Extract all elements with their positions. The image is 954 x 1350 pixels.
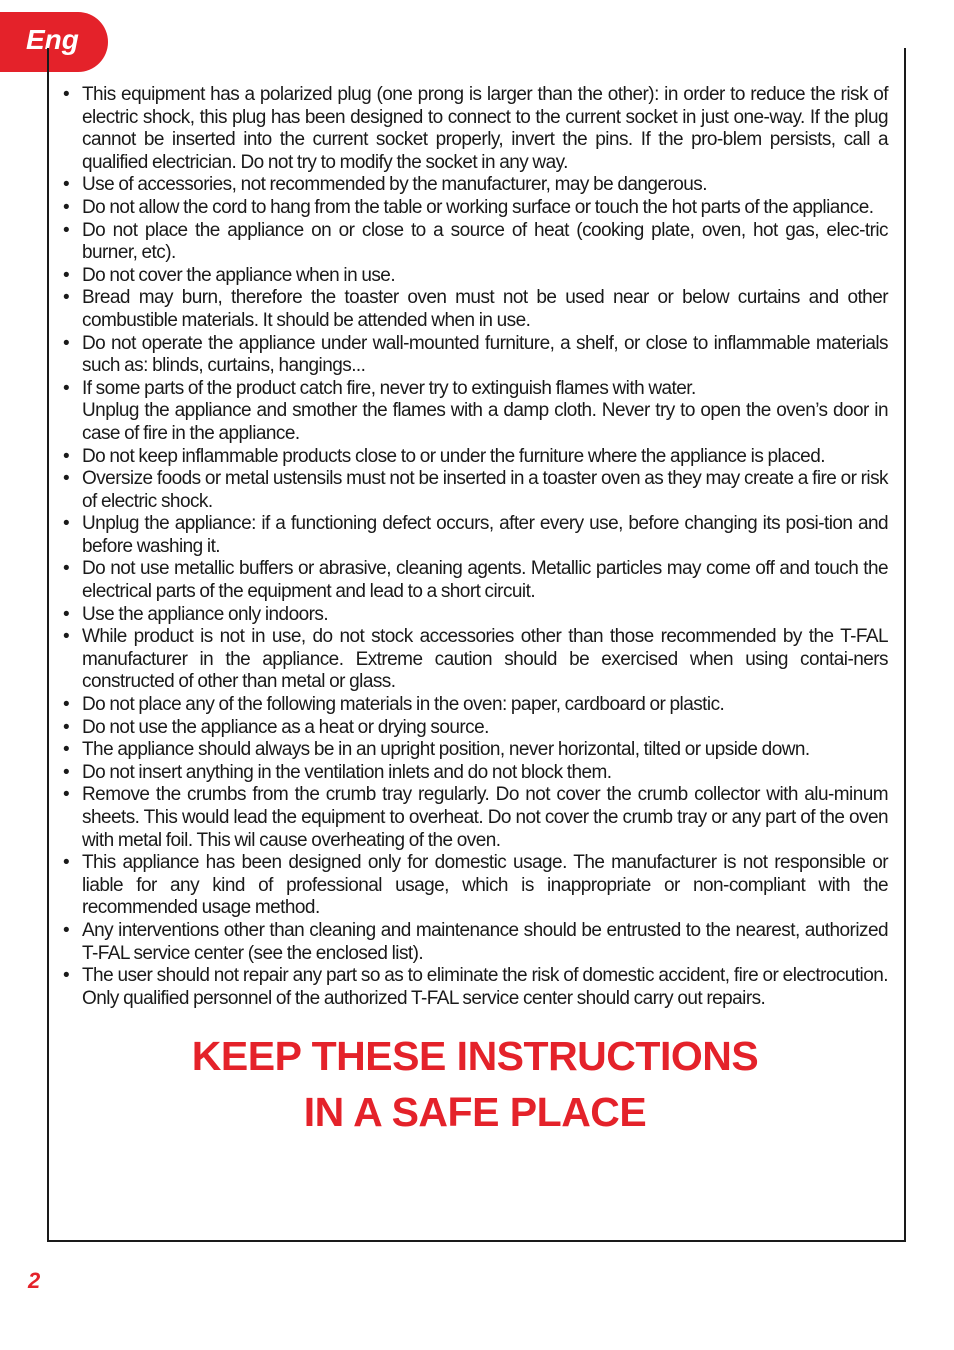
bullet-icon: • <box>63 219 70 241</box>
list-item: • Do not place the appliance on or close to a source of heat (cooking plate, oven, hot gas, elec-tric burner, etc). <box>63 219 888 264</box>
list-item: • Use the appliance only indoors. <box>63 603 329 625</box>
keep-instructions-heading <box>62 1028 888 1140</box>
page-number: 2 <box>28 1268 41 1293</box>
bullet-icon: • <box>63 558 70 580</box>
bullet-icon: • <box>63 965 70 987</box>
list-item: • Bread may burn, therefore the toaster oven must not be used near or below curtains and other combustible materials. It should be attended when in use. <box>63 287 888 331</box>
safety-instructions <box>62 84 888 1140</box>
list-item: • This equipment has a polarized plug (one prong is larger than the other): in order to reduce the risk of electric shock, this plug has been designed to connect to the current socket in just one-way. If the plug cannot be inserted into the current socket properly, invert the pins. If the pro-blem persists, call a qualified electrician. Do not try to modify the socket in any way. <box>63 84 888 173</box>
keep-heading-line-1: KEEP THESE INSTRUCTIONS <box>191 1033 759 1080</box>
list-item: • Do not use the appliance as a heat or drying source. <box>63 716 489 738</box>
list-item: • This appliance has been designed only for domestic usage. The manufacturer is not responsible or liable for any kind of professional usage, which is inappropriate or non-compliant with the recommended usage method. <box>63 852 888 919</box>
list-item: • Do not place any of the following materials in the oven: paper, cardboard or plastic. <box>63 694 725 716</box>
list-item: • The appliance should always be in an upright position, never horizontal, tilted or upside down. <box>63 739 810 761</box>
list-item: • Remove the crumbs from the crumb tray regularly. Do not cover the crumb collector with alu-minum sheets. This would lead the equipment to overheat. Do not cover the crumb tray or any part of the oven with metal foil. This wil cause overheating of the oven. <box>63 784 888 851</box>
bullet-icon: • <box>63 174 70 196</box>
bullet-icon: • <box>63 852 70 874</box>
list-item: • Do not keep inflammable products close to or under the furniture where the appliance is placed. <box>63 445 825 467</box>
keep-heading-line-2: IN A SAFE PLACE <box>303 1089 647 1136</box>
bullet-icon: • <box>63 761 70 783</box>
list-item: • If some parts of the product catch fire, never try to extinguish flames with water. Unplug the appliance and smother the flames with a damp cloth. Never try to open the oven’s door in case of fire in the appliance. <box>63 377 888 444</box>
list-item: • Do not allow the cord to hang from the table or working surface or touch the hot parts of the appliance. <box>63 196 874 218</box>
bullet-icon: • <box>63 716 70 738</box>
list-item: • Do not use metallic buffers or abrasive, cleaning agents. Metallic particles may come off and touch the electrical parts of the equipment and lead to a short circuit. <box>63 558 888 603</box>
bullet-icon: • <box>63 332 70 354</box>
bullet-icon: • <box>63 468 70 490</box>
bullet-icon: • <box>63 694 70 716</box>
bullet-icon: • <box>63 264 70 286</box>
bullet-icon: • <box>63 84 70 105</box>
list-item: • Do not cover the appliance when in use. <box>63 264 396 286</box>
safety-rules-list <box>62 84 888 1010</box>
bullet-icon: • <box>63 287 70 309</box>
bullet-icon: • <box>63 919 70 941</box>
list-item: • Oversize foods or metal ustensils must not be inserted in a toaster oven as they may create a fire or risk of electric shock. <box>63 468 888 512</box>
list-item: • Do not operate the appliance under wall-mounted furniture, a shelf, or close to inflammable materials such as: blinds, curtains, hangings... <box>63 332 888 377</box>
bullet-icon: • <box>63 196 70 218</box>
bullet-icon: • <box>63 603 70 625</box>
bullet-icon: • <box>63 626 70 648</box>
bullet-icon: • <box>63 445 70 467</box>
bullet-icon: • <box>63 784 70 806</box>
bullet-icon: • <box>63 739 70 761</box>
bullet-icon: • <box>63 377 70 399</box>
list-item: • Unplug the appliance: if a functioning defect occurs, after every use, before changing its posi-tion and before washing it. <box>63 513 888 557</box>
list-item: • Do not insert anything in the ventilation inlets and do not block them. <box>63 761 612 783</box>
bullet-icon: • <box>63 513 70 535</box>
list-item: • The user should not repair any part so as to eliminate the risk of domestic accident, fire or electrocution. Only qualified personnel of the authorized T-FAL service center should carry out repairs. <box>63 965 888 1009</box>
list-item: • While product is not in use, do not stock accessories other than those recommended by the T-FAL manufacturer in the appliance. Extreme caution should be exercised when using contai-ners constructed of other than metal or glass. <box>63 626 888 693</box>
language-tab-label: Eng <box>26 24 79 55</box>
list-item: • Any interventions other than cleaning and maintenance should be entrusted to the nearest, authorized T-FAL service center (see the enclosed list). <box>63 919 888 964</box>
fire-rule-continuation: Unplug the appliance and smother the flames with a damp cloth. Never try to open the oven’s door in case of fire in the appliance. <box>82 400 888 444</box>
list-item: • Use of accessories, not recommended by the manufacturer, may be dangerous. <box>63 174 707 196</box>
